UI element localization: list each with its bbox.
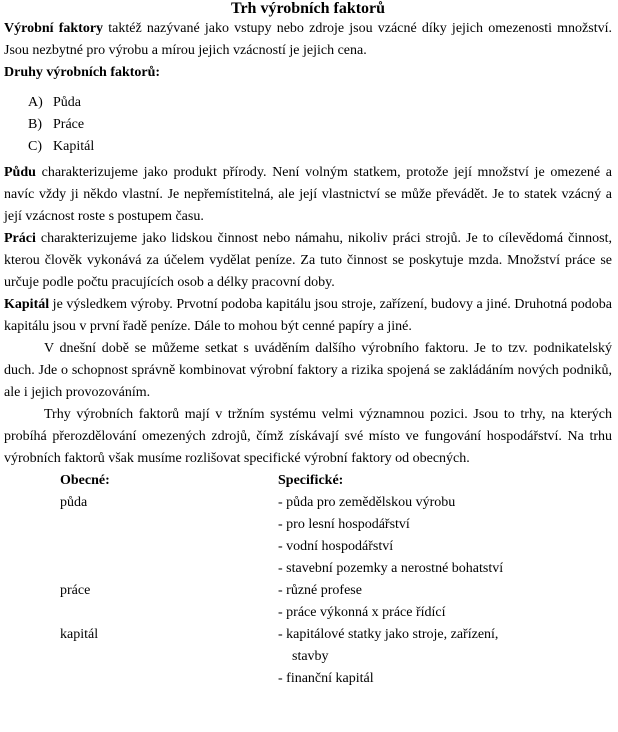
cell-general: práce <box>60 583 91 598</box>
cell-specific: - různé profese <box>278 583 362 598</box>
cell-general <box>4 602 278 624</box>
cell-specific: - pro lesní hospodářství <box>278 517 410 532</box>
document-title: Trh výrobních faktorů <box>230 0 386 17</box>
header-specific: Specifické: <box>278 473 344 488</box>
list-item <box>4 92 612 114</box>
table-row <box>4 514 612 536</box>
factors-table <box>4 470 612 690</box>
types-list <box>4 92 612 158</box>
cell-specific: - půda pro zemědělskou výrobu <box>278 495 456 510</box>
puda-text: charakterizujeme jako produkt přírody. Není volným statkem, protože její množství je omezené a navíc vždy ji někdo vlastní. Je nepřemístitelná, ale její vlastnictví se může převádět. Je to statek vzácný a její vzácnost roste s postupem času. <box>4 165 612 224</box>
trhy-paragraph: Trhy výrobních faktorů mají v tržním systému velmi významnou pozici. Jsou to trhy, na kterých probíhá přerozdělování omezených zdrojů, čímž získávají své místo ve fungování hospodářství. Na trhu výrobních faktorů však musíme rozlišovat specifické výrobní faktory od obecných. <box>4 407 612 466</box>
cell-specific: - vodní hospodářství <box>278 539 394 554</box>
list-label: Půda <box>53 95 81 110</box>
cell-specific: - práce výkonná x práce řídící <box>278 605 446 620</box>
table-row <box>4 492 612 514</box>
duch-paragraph: V dnešní době se můžeme setkat s uváděním dalšího výrobního faktoru. Je to tzv. podnikatelský duch. Jde o schopnost správně kombinovat výrobní faktory a rizika spojená se zakládáním nových podniků, ale i jejich provozováním. <box>4 341 612 400</box>
cell-specific: - kapitálové statky jako stroje, zařízení, <box>278 627 499 642</box>
cell-general <box>4 558 278 580</box>
list-item <box>4 114 612 136</box>
cell-general: půda <box>60 495 88 510</box>
cell-general <box>4 536 278 558</box>
cell-specific: stavby <box>292 649 329 664</box>
table-row <box>4 668 612 690</box>
kapital-text: je výsledkem výroby. Prvotní podoba kapitálu jsou stroje, zařízení, budovy a jiné. Druhotná podoba kapitálu jsou v první řadě peníze. Dále to mohou být cenné papíry a jiné. <box>4 297 612 334</box>
list-label: Práce <box>53 117 85 132</box>
list-marker: A) <box>28 95 43 110</box>
cell-general: kapitál <box>60 627 99 642</box>
prace-paragraph <box>4 228 612 294</box>
cell-general <box>4 646 278 668</box>
table-row <box>4 646 612 668</box>
table-row <box>4 536 612 558</box>
types-heading: Druhy výrobních faktorů: <box>4 65 161 80</box>
cell-specific: - stavební pozemky a nerostné bohatství <box>278 561 504 576</box>
table-row <box>4 580 612 602</box>
intro-term: Výrobní faktory <box>4 21 104 36</box>
intro-paragraph <box>4 18 612 62</box>
prace-term: Práci <box>4 231 36 246</box>
kapital-paragraph <box>4 294 612 338</box>
table-row <box>4 624 612 646</box>
header-general: Obecné: <box>60 473 110 488</box>
kapital-term: Kapitál <box>4 297 50 312</box>
cell-general <box>4 514 278 536</box>
table-header-row <box>4 470 612 492</box>
list-marker: B) <box>28 117 42 132</box>
cell-specific: - finanční kapitál <box>278 671 374 686</box>
puda-term: Půdu <box>4 165 36 180</box>
table-row <box>4 558 612 580</box>
table-row <box>4 602 612 624</box>
prace-text: charakterizujeme jako lidskou činnost nebo námahu, nikoliv práci strojů. Je to cílevědomá činnost, kterou člověk vykonává za účelem vydělat peníze. Za tuto činnost se poskytuje mzda. Množství práce se určuje podle počtu pracujících osob a délky pracovní doby. <box>4 231 612 290</box>
list-marker: C) <box>28 139 42 154</box>
list-item <box>4 136 612 158</box>
puda-paragraph <box>4 162 612 228</box>
list-label: Kapitál <box>53 139 95 154</box>
cell-general <box>4 668 278 690</box>
intro-text: taktéž nazývané jako vstupy nebo zdroje jsou vzácné díky jejich omezenosti množství. Jsou nezbytné pro výrobu a mírou jejich vzácností je jejich cena. <box>4 21 612 58</box>
